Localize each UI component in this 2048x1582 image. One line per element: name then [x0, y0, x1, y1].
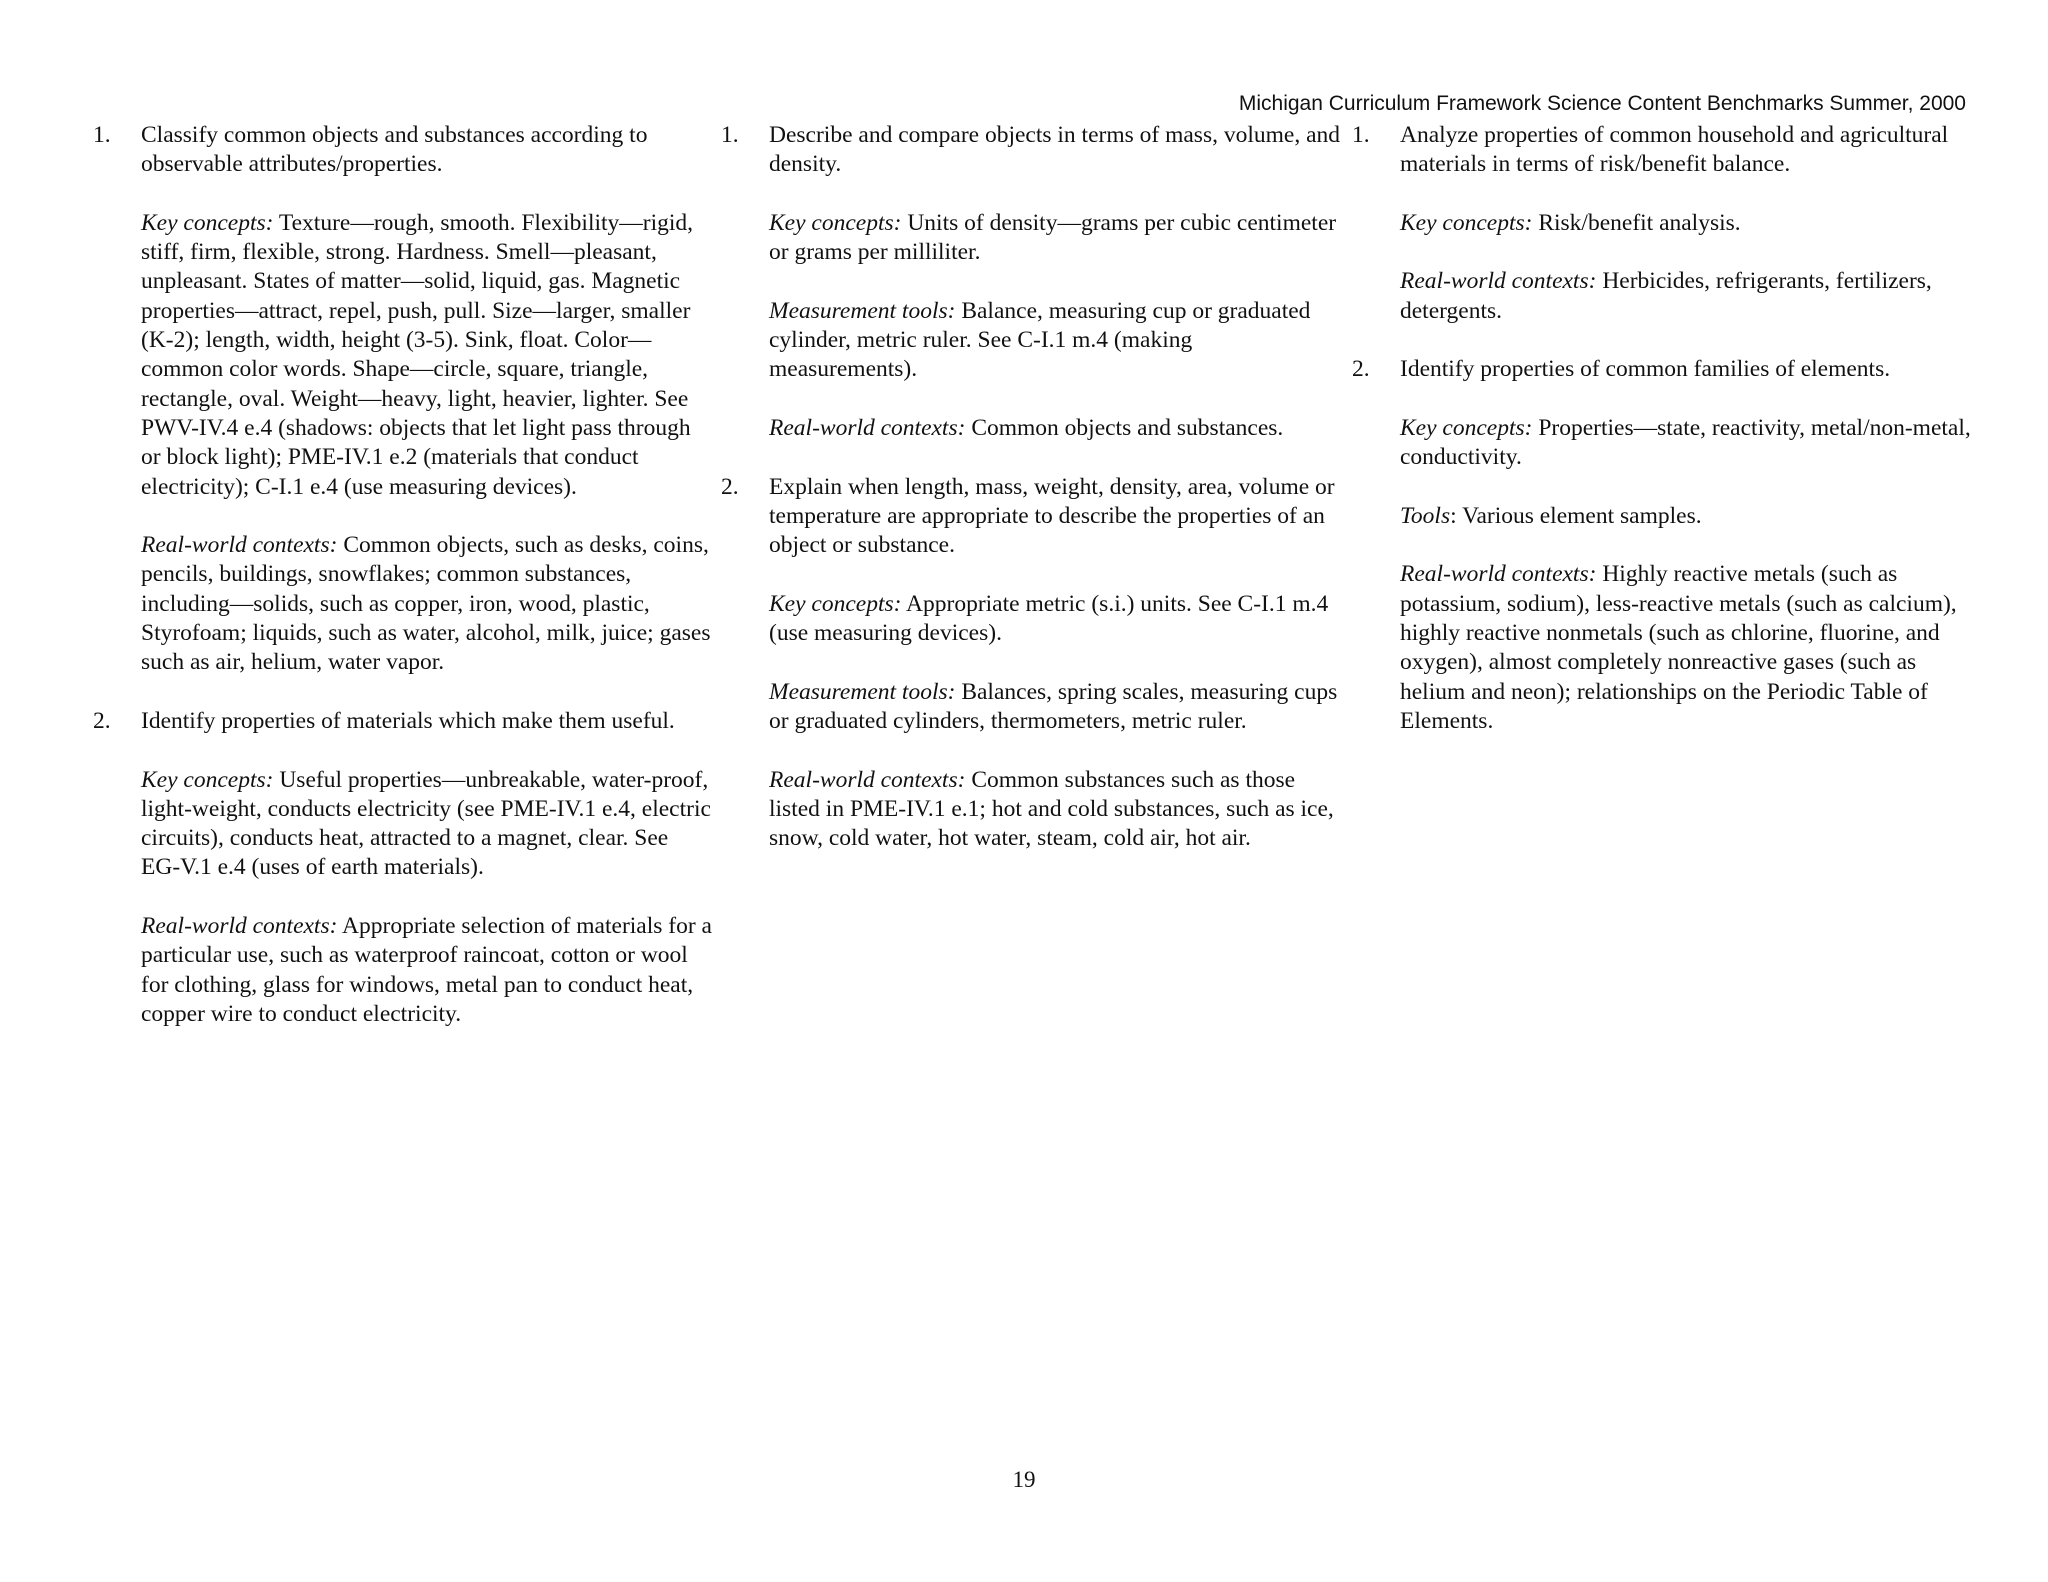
- benchmark-statement: Identify properties of materials which make them useful.: [141, 707, 675, 734]
- benchmark-item: [721, 473, 1341, 854]
- key-concepts: [141, 766, 713, 883]
- measurement-tools: [769, 678, 1341, 737]
- section-text: Texture—rough, smooth. Flexibility—rigid, stiff, firm, flexible, strong. Hardness. Smell—pleasant, unpleasant. States of matter—solid, liquid, gas. Magnetic properties—attract, repel, push, pull. Size—larger, smaller (K-2); length, width, height (3-5). Sink, float. Color—common color words. Shape—circle, square, triangle, rectangle, oval. Weight—heavy, light, heavier, lighter. See PWV-IV.4 e.4 (shadows: objects that let light pass through or block light); PME-IV.1 e.2 (materials that conduct electricity); C-I.1 e.4 (use measuring devices).: [141, 209, 694, 500]
- section-label: Tools: [1400, 502, 1451, 529]
- key-concepts: [141, 209, 713, 502]
- section-label: Real-world contexts:: [141, 532, 338, 559]
- section-text: Common substances such as those listed in PME-IV.1 e.1; hot and cold substances, such as ice, snow, cold water, hot water, steam, cold air, hot air.: [769, 766, 1334, 852]
- key-concepts: [1400, 209, 1982, 238]
- section-label: Key concepts:: [1400, 209, 1533, 236]
- tools: [1400, 502, 1982, 531]
- benchmark-item: [721, 121, 1341, 443]
- benchmark-item: [93, 707, 713, 1029]
- section-label: Measurement tools:: [769, 678, 956, 705]
- item-number: 2.: [93, 707, 111, 734]
- section-text: Common objects, such as desks, coins, pencils, buildings, snowflakes; common substances, including—solids, such as copper, iron, wood, plastic, Styrofoam; liquids, such as water, alcohol, milk, juice; gases such as air, helium, water vapor.: [141, 532, 711, 676]
- section-label: Real-world contexts:: [1400, 561, 1597, 588]
- section-text: Properties—state, reactivity, metal/non-metal, conductivity.: [1400, 414, 1971, 471]
- item-number: 1.: [1352, 122, 1370, 148]
- section-text: Risk/benefit analysis.: [1532, 209, 1741, 236]
- column-elementary: [93, 121, 713, 1059]
- key-concepts: [769, 590, 1341, 649]
- benchmark-statement: Classify common objects and substances according to observable attributes/properties.: [141, 122, 648, 178]
- section-label: Key concepts:: [141, 766, 274, 793]
- section-text: Balances, spring scales, measuring cups or graduated cylinders, thermometers, metric ruler.: [769, 678, 1338, 734]
- section-text: Units of density—grams per cubic centimeter or grams per milliliter.: [769, 209, 1337, 266]
- column-high-school: [1352, 121, 1982, 766]
- item-number: 1.: [93, 122, 111, 148]
- benchmark-item: [1352, 121, 1982, 326]
- section-text: Useful properties—unbreakable, water-proof, light-weight, conducts electricity (see PME-IV.1 e.4, electric circuits), conducts heat, attracted to a magnet, clear. See EG-V.1 e.4 (uses of earth materials).: [141, 766, 711, 881]
- section-text: Appropriate metric (s.i.) units. See C-I.1 m.4 (use measuring devices).: [769, 590, 1329, 647]
- benchmark-statement: Analyze properties of common household and agricultural materials in terms of risk/benefit balance.: [1400, 122, 1949, 178]
- real-world-contexts: [1400, 560, 1982, 736]
- real-world-contexts: [769, 414, 1341, 443]
- real-world-contexts: [769, 766, 1341, 854]
- benchmark-statement: Identify properties of common families of elements.: [1400, 356, 1891, 383]
- column-middle-school: [721, 121, 1341, 883]
- section-text: Common objects and substances.: [965, 414, 1284, 441]
- benchmark-statement: Describe and compare objects in terms of mass, volume, and density.: [769, 122, 1341, 178]
- section-text: Balance, measuring cup or graduated cylinder, metric ruler. See C-I.1 m.4 (making measurements).: [769, 297, 1311, 383]
- section-label: Real-world contexts:: [769, 766, 966, 793]
- benchmark-statement: Explain when length, mass, weight, density, area, volume or temperature are appropriate to describe the properties of an object or substance.: [769, 473, 1335, 559]
- section-label: Measurement tools:: [769, 297, 956, 324]
- section-label: Real-world contexts:: [141, 913, 338, 940]
- key-concepts: [769, 209, 1341, 268]
- section-label: Real-world contexts:: [1400, 268, 1597, 295]
- section-text: : Various element samples.: [1450, 502, 1702, 529]
- real-world-contexts: [1400, 267, 1982, 326]
- section-label: Key concepts:: [769, 209, 902, 236]
- real-world-contexts: [141, 531, 713, 677]
- section-text: Appropriate selection of materials for a particular use, such as waterproof raincoat, cotton or wool for clothing, glass for windows, metal pan to conduct heat, copper wire to conduct electricity.: [141, 913, 712, 1027]
- section-text: Herbicides, refrigerants, fertilizers, detergents.: [1400, 268, 1932, 324]
- measurement-tools: [769, 297, 1341, 385]
- section-text: Highly reactive metals (such as potassium, sodium), less-reactive metals (such as calcium), highly reactive nonmetals (such as chlorine, fluorine, and oxygen), almost completely nonreactive gases (such as helium and neon); relationships on the Periodic Table of Elements.: [1400, 561, 1957, 734]
- item-number: 2.: [721, 473, 739, 500]
- item-number: 2.: [1352, 356, 1370, 383]
- section-label: Key concepts:: [769, 590, 902, 617]
- page-number: 19: [1012, 1467, 1036, 1492]
- real-world-contexts: [141, 912, 713, 1029]
- page-header: Michigan Curriculum Framework Science Content Benchmarks Summer, 2000: [1238, 92, 1966, 115]
- key-concepts: [1400, 414, 1982, 473]
- item-number: 1.: [721, 122, 739, 148]
- section-label: Key concepts:: [1400, 414, 1533, 441]
- section-label: Key concepts:: [141, 209, 274, 236]
- section-label: Real-world contexts:: [769, 414, 966, 441]
- benchmark-item: [93, 121, 713, 678]
- benchmark-item: [1352, 355, 1982, 736]
